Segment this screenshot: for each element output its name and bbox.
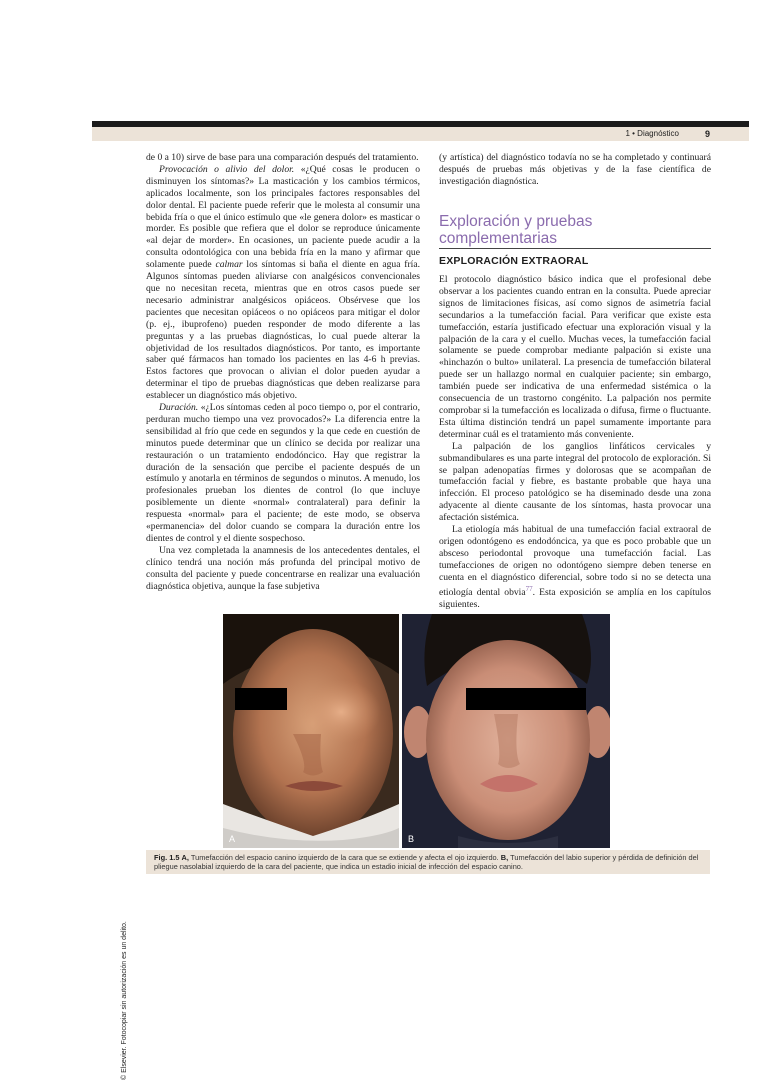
section-title: Exploración y pruebas complementarias (439, 213, 593, 247)
left-column (146, 152, 420, 593)
paragraph: de 0 a 10) sirve de base para una comparación después del tratamiento. (146, 152, 419, 163)
chapter-label: 1 • Diagnóstico (625, 129, 679, 138)
paragraph: Una vez completada la anamnesis de los antecedentes dentales, el clínico tendrá una noción más profunda del principal motivo de consulta del paciente y puede concentrarse en realizar una evaluación diagnóstica objetiva, aunque la fase subjetiva (146, 544, 420, 592)
figure-caption: Fig. 1.5 A, Tumefacción del espacio canino izquierdo de la cara que se extiende y afecta el ojo izquierdo. B, Tumefacción del labio superior y pérdida de definición del pliegue nasolabial izquierdo de la cara del paciente, que indica un estadio inicial de infección del espacio canino. (154, 853, 699, 872)
subsection-heading: EXPLORACIÓN EXTRAORAL (439, 255, 589, 267)
censor-bar (466, 688, 586, 710)
paragraph: La palpación de los ganglios linfáticos cervicales y submandibulares es una parte integral del protocolo de exploración. Si se palpan adenopatías firmes y dolorosas que se acompañan de tumefacción facial y fiebre, es bastante probable que haya una infección. El proceso patológico se ha diseminado desde una zona adyacente al diente causante de los síntomas, hasta provocar una afectación sistémica. (439, 440, 711, 524)
figure-number: Fig. 1.5 (154, 853, 180, 862)
run-in-heading: Duración. (159, 402, 199, 414)
right-column-top (439, 152, 711, 188)
paragraph: Provocación o alivio del dolor. «¿Qué cosas le producen o disminuyen los síntomas?» La masticación y los cambios térmicos, aplicados localmente, son los principales factores responsables del dolor dental. El paciente puede referir que le molesta al consumir una bebida fría o que el único estímulo que «le genera dolor» es masticar o morder. Es posible que refiera que el dolor se reproduce únicamente «al dejar de morder». En ocasiones, un paciente puede acudir a la consulta odontológica con una bebida fría en la mano y afirmar que solamente puede calmar los síntomas si baña el diente en agua fría. Algunos síntomas pueden aliviarse con analgésicos convencionales que no necesitan receta, mientras que en otros casos puede ser necesario administrar analgésicos opiáceos. Obsérvese que los pacientes que necesitan opiáceos o no opiáceos para mitigar el dolor (p. ej., ibuprofeno) pueden responder de modo diferente a las preguntas y a las pruebas diagnósticas, lo cual puede alterar la objetividad de los resultados diagnósticos. Por tanto, es importante saber qué fármacos han tomado los pacientes en las 4-6 h previas. Estos factores que provocan o alivian el dolor pueden ayudar a determinar el tipo de pruebas diagnósticas que deben realizarse para establecer un diagnóstico más objetivo. (146, 163, 420, 402)
figure-label-b: B (408, 834, 415, 844)
running-header (625, 127, 710, 141)
face-photo-a-image (223, 614, 399, 848)
figure-photo-b (402, 614, 610, 848)
figure-label-a: A (229, 834, 236, 844)
paragraph: El protocolo diagnóstico básico indica que el profesional debe observar a los pacientes cuando entran en la consulta. Puede apreciar signos de limitaciones físicas, así como signos de asimetría facial secundarios a la tumefacción facial. Para verificar que existe esta tumefacción, estaría justificado efectuar una exploración visual y la palpación de la cara y el cuello. Muchas veces, la tumefacción facial solamente se puede comprobar mediante palpación si existe una «hinchazón o bulto» unilateral. La presencia de tumefacción bilateral puede ser un hallazgo normal en cualquier paciente; sin embargo, también puede ser indicativa de una enfermedad sistémica o la consecuencia de un trastorno congénito. La palpación nos permite comprobar si la tumefacción es localizada o difusa, firme o fluctuante. Esta última distinción tendrá un papel sumamente importante para determinar cuál es el tratamiento más conveniente. (439, 274, 711, 440)
paragraph: (y artística) del diagnóstico todavía no se ha completado y continuará después de pruebas más objetivas y de la fase científica de investigación diagnóstica. (439, 152, 711, 187)
censor-bar (235, 688, 287, 710)
paragraph: Duración. «¿Los síntomas ceden al poco tiempo o, por el contrario, perduran mucho tiempo una vez provocados?» La diferencia entre la sensibilidad al frío que cede en segundos y la que cede en cuestión de minutos puede determinar que un clínico se decida por realizar una restauración o un tratamiento endodóncico. Hay que registrar la duración de la sensación que percibe el paciente después de un estímulo y anotarla en términos de segundos o minutos. A menudo, los profesionales prueban los dientes de control (lo que incluye posiblemente un diente «normal» contralateral) para definir la respuesta «normal» para el paciente; de este modo, se observa «permanencia» del dolor cuando se compara la duración entre los dientes de control y el diente sospechoso. (146, 402, 420, 544)
section-rule (439, 248, 711, 249)
face-photo-b-image (402, 614, 610, 848)
reference-number[interactable]: 77 (525, 584, 533, 593)
figure-photo-a (223, 614, 399, 848)
paragraph: La etiología más habitual de una tumefacción facial extraoral de origen odontógeno es endodóncica, ya que es poco probable que un absceso periodontal provoque una tumefacción facial. Las tumefacciones de origen no odontógeno siempre deben tenerse en cuenta en el diagnóstico diferencial, sobre todo si no se detecta una etiología dental obvia$^{77}$. Esta exposición se amplía en los capítulos siguientes. (439, 524, 711, 610)
page-number: 9 (704, 129, 710, 139)
run-in-heading: Provocación o alivio del dolor. (159, 163, 295, 175)
right-column-body (439, 274, 711, 611)
copyright-notice: © Elsevier. Fotocopiar sin autorización es un delito. (121, 921, 128, 1080)
